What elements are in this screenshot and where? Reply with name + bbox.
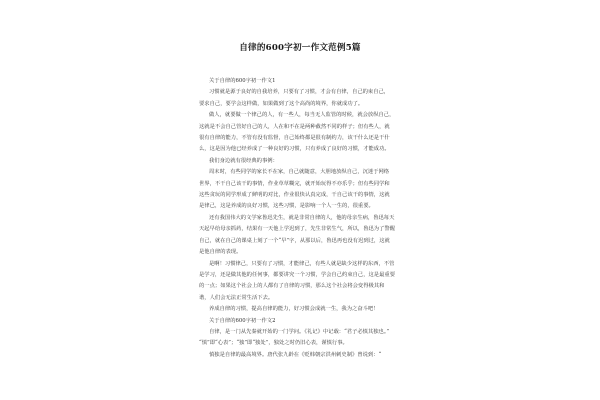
- body-line: “慎”即“心表”；“独”即“独处”，独处之时仍旧心表，谨慎行事。: [199, 340, 348, 347]
- body-line: 的一点；如果这个社会上的人都有了自律的习惯，那么这个社会将会变得极其和: [199, 283, 385, 290]
- document-body: [199, 76, 409, 361]
- body-line: 关于自律的600字初一作文1: [209, 78, 276, 84]
- body-line: 谐，人们会无法正常生活下去。: [199, 294, 274, 301]
- body-line: 天起早给母亲抓药，结果有一天他上学迟到了，先生非常生气，所以，鲁迅为了警醒: [199, 226, 395, 233]
- body-line: 是律己，这是养成的良好习惯，这些习惯，是影响一个人一生的，很重要。: [199, 203, 374, 210]
- body-line: 我们身边就有很经典的事例：: [209, 157, 278, 164]
- body-line: 要求自己，要学会这样做，如果做到了这个高尚的境界，你就成功了。: [199, 100, 364, 107]
- body-line: 慎独是自律的最高境界。唐代张九龄在《贬韩朝宗洪州刺史制》曾说到：“: [209, 351, 382, 358]
- body-line: 世界，不干自己该干的事情，作业草草糊完，就开始玩得不亦乐乎；但有些同学和: [199, 180, 390, 187]
- body-line: 做人，就要做一个律己的人，有一些人，每当无人监管的时候，就会放纵自己，: [209, 112, 395, 119]
- body-line: 是他自律的表现。: [199, 249, 242, 256]
- body-line: 这就是不会自己管好自己的人，人在和不在是两种截然不同的样子；但有些人，就: [199, 123, 390, 130]
- body-line: 么，这是因为他已经养成了一种良好的习惯，只有养成了良好的习惯，才能成功。: [199, 146, 390, 153]
- body-line: 周末时，有些同学的家长不在家，自己就随意，大胆地放纵自己，沉迷于网络: [209, 169, 390, 176]
- document-title: 自律的600字初一作文范例5篇: [239, 43, 361, 53]
- body-line: 自律，是一门从先秦就开始的一门学问。《礼记》中记载：“君子必慎其独也。”: [209, 328, 390, 335]
- body-line: 很有自律的能力，不管有没有监督，自己始终都是很有制约力，该干什么还是干什: [199, 135, 390, 142]
- body-line: 养成自律的习惯，提高自律的能力，好习惯会成就一生，我为之奋斗吧！: [209, 306, 379, 313]
- body-line: 是啊！习惯律己，只要有了习惯，才能律己，有些人就是缺少这样的东西，不管: [209, 260, 395, 267]
- body-line: 习惯就是源于良好的自我培养，只要有了习惯，才会有自律，自己的束自己，: [209, 89, 390, 96]
- body-line: 是学习，还是做其他的任何事，都要讲究一个习惯，学会自己约束自己，这是最重要: [199, 271, 395, 278]
- body-line: 关于自律的600字初一作文2: [209, 317, 276, 324]
- body-line: 自己，就在自己的课桌上刻了一个“早”字，从那以后，鲁迅再也没有迟到过，这就: [199, 237, 390, 244]
- body-line: 这些贪玩的同学形成了鲜明的对比，作业很快认真完成，干自己该干的事情，这就: [199, 192, 390, 199]
- body-line: 还有我国伟大的文学家鲁迅先生，就是非常自律的人，他的母亲生病，鲁迅每天: [209, 214, 395, 221]
